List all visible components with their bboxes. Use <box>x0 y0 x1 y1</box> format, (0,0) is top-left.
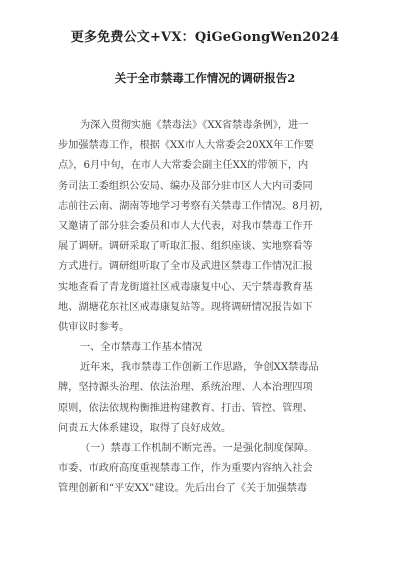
paragraph-1-line: 步加强禁毒工作，根据《XX市人大常委会20XX年工作要 <box>58 140 314 152</box>
paragraph-2-line: 问责五大体系建设，取得了良好成效。 <box>58 422 232 434</box>
paragraph-2-line: 牌，坚持源头治理、依法治理、系统治理、人本治理四项 <box>58 382 313 394</box>
paragraph-1-line: 实地查看了青龙街道社区戒毒康复中心、天宁禁毒教育基 <box>58 281 313 293</box>
paragraph-1-line: 地、湖塘花东社区戒毒康复站等。现将调研情况报告如下 <box>58 301 313 313</box>
paragraph-1-line: 又邀请了部分驻会委员和市人大代表，对我市禁毒工作开 <box>58 220 313 232</box>
paragraph-1-line: 务司法工委组织公安局、编办及部分驻市区人大内司委同 <box>58 180 313 192</box>
document-title: 关于全市禁毒工作情况的调研报告2 <box>114 71 296 85</box>
header-note: 更多免费公文+VX：QiGeGongWen2024 <box>70 30 340 45</box>
paragraph-1-line: 为深入贯彻实施《禁毒法》《XX省禁毒条例》，进一 <box>80 120 309 131</box>
paragraph-3-line: （一）禁毒工作机制不断完善。一是强化制度保障。 <box>80 443 315 454</box>
paragraph-3-line: 管理创新和“平安XX”建设。先后出台了《关于加强禁毒 <box>58 483 308 495</box>
paragraph-1-line: 展了调研。调研采取了听取汇报、组织座谈、实地察看等 <box>58 241 313 253</box>
paragraph-3-line: 市委、市政府高度重视禁毒工作，作为重要内容纳入社会 <box>58 463 313 475</box>
section-1-heading: 一、全市禁毒工作基本情况 <box>80 342 203 354</box>
paragraph-1-line: 方式进行。调研组听取了全市及武进区禁毒工作情况汇报 <box>58 261 313 273</box>
paragraph-2-line: 近年来，我市禁毒工作创新工作思路，争创XX禁毒品 <box>80 362 319 374</box>
paragraph-1-line: 供审议时参考。 <box>58 321 130 333</box>
paragraph-1-line: 点》，6月中旬，在市人大常委会副主任XX的带领下，内 <box>58 160 309 172</box>
document-body <box>58 116 358 500</box>
paragraph-1-line: 志前往云南、湖南等地学习考察有关禁毒工作情况。8月初， <box>58 200 330 212</box>
paragraph-2-line: 原则，依法依规构衡推进构建教育、打击、管控、管理、 <box>58 402 313 414</box>
